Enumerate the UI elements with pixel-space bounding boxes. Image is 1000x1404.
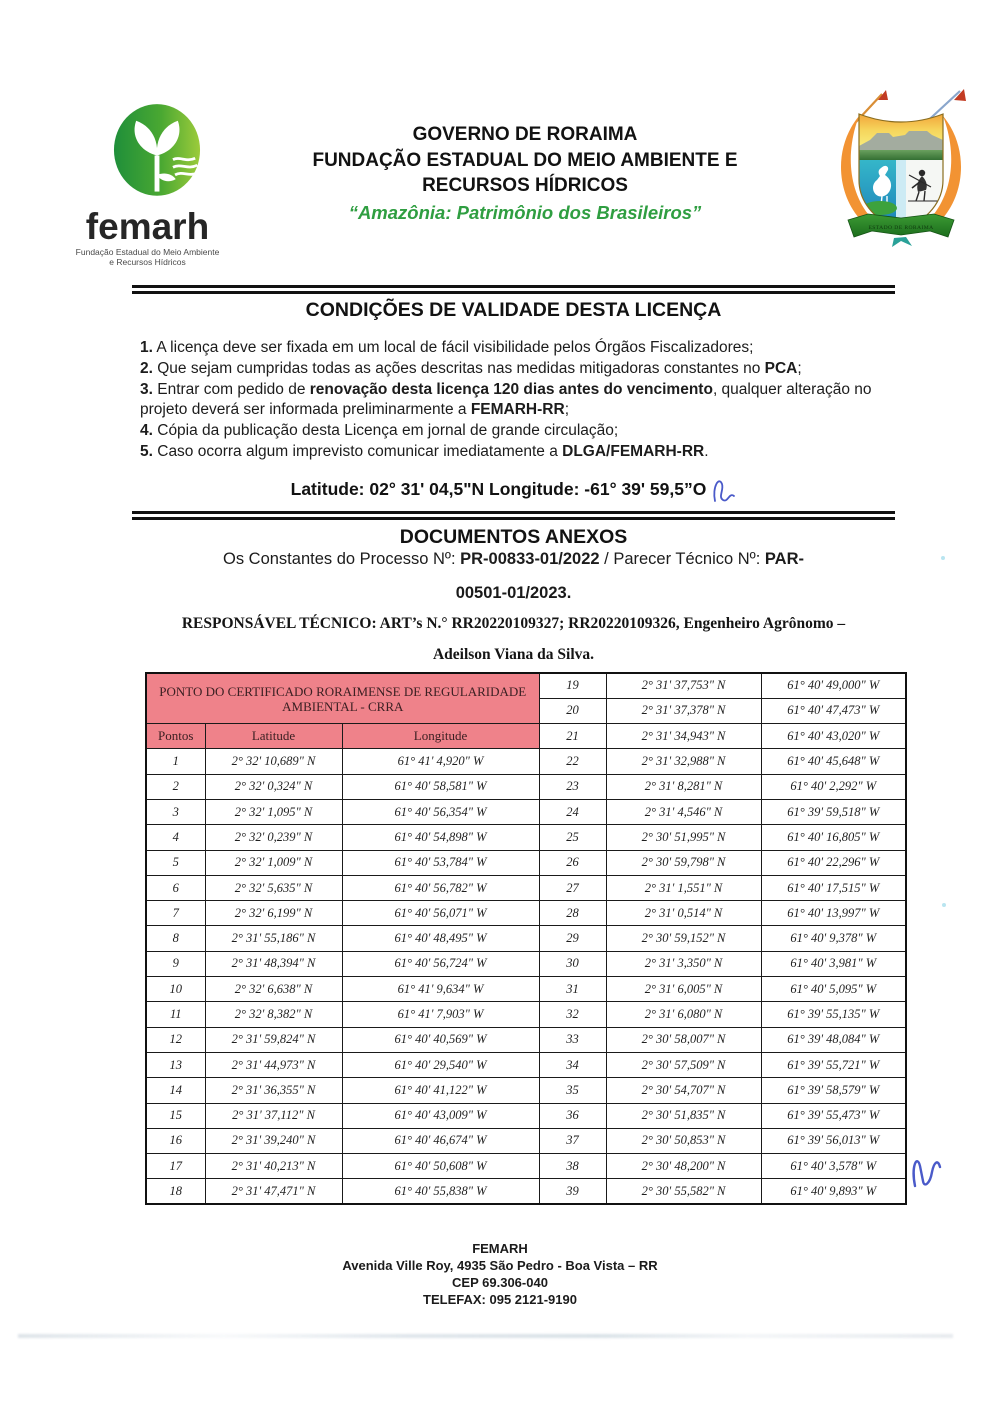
cell-longitude: 61° 40' 22,296" W [761, 850, 906, 875]
letterhead-title [225, 122, 825, 224]
gov-title-line2: FUNDAÇÃO ESTADUAL DO MEIO AMBIENTE E [312, 149, 738, 171]
footer-line1: FEMARH [472, 1241, 528, 1256]
condition-item-1: 1. A licença deve ser fixada em um local de fácil visibilidade pelos Órgãos Fiscalizadores; [140, 339, 754, 356]
cell-ponto: 11 [146, 1002, 205, 1027]
logo-wordmark: femarh [85, 206, 210, 247]
cell-latitude: 2° 30' 59,152" N [606, 926, 761, 951]
cell-longitude: 61° 40' 55,838" W [342, 1179, 539, 1204]
table-row [146, 901, 906, 926]
cell-ponto: 26 [539, 850, 606, 875]
cell-longitude: 61° 39' 48,084" W [761, 1027, 906, 1052]
coordinates-line: Latitude: 02° 31' 04,5"N Longitude: -61° 39' 59,5”O [132, 473, 895, 505]
cell-latitude: 2° 31' 6,005" N [606, 977, 761, 1002]
table-row [146, 875, 906, 900]
cell-ponto: 3 [146, 799, 205, 824]
cell-longitude: 61° 40' 58,581" W [342, 774, 539, 799]
cell-latitude: 2° 31' 37,112" N [205, 1103, 342, 1128]
cell-ponto: 6 [146, 875, 205, 900]
table-row [146, 926, 906, 951]
cell-latitude: 2° 30' 54,707" N [606, 1078, 761, 1103]
annex-title: DOCUMENTOS ANEXOS [399, 526, 628, 548]
cell-longitude: 61° 40' 2,292" W [761, 774, 906, 799]
cell-ponto: 29 [539, 926, 606, 951]
cell-longitude: 61° 40' 29,540" W [342, 1052, 539, 1077]
cell-longitude: 61° 40' 9,378" W [761, 926, 906, 951]
scan-speck [941, 556, 945, 560]
gov-title-line1: GOVERNO DE RORAIMA [412, 124, 638, 145]
table-row [146, 673, 906, 698]
cell-longitude: 61° 40' 43,009" W [342, 1103, 539, 1128]
cell-longitude: 61° 40' 13,997" W [761, 901, 906, 926]
cell-latitude: 2° 32' 1,009" N [205, 850, 342, 875]
cell-longitude: 61° 41' 7,903" W [342, 1002, 539, 1027]
table-row [146, 977, 906, 1002]
cell-ponto: 15 [146, 1103, 205, 1128]
cell-latitude: 2° 30' 55,582" N [606, 1179, 761, 1204]
table-row [146, 951, 906, 976]
cell-longitude: 61° 39' 55,135" W [761, 1002, 906, 1027]
cell-longitude: 61° 40' 17,515" W [761, 875, 906, 900]
table-row [146, 1002, 906, 1027]
cell-ponto: 21 [539, 724, 606, 749]
conditions-list [140, 338, 897, 463]
cell-longitude: 61° 40' 46,674" W [342, 1128, 539, 1153]
crra-table [145, 672, 907, 1205]
cell-longitude: 61° 40' 3,578" W [761, 1154, 906, 1179]
cell-longitude: 61° 40' 53,784" W [342, 850, 539, 875]
cell-ponto: 1 [146, 749, 205, 774]
cell-ponto: 8 [146, 926, 205, 951]
cell-longitude: 61° 40' 48,495" W [342, 926, 539, 951]
cell-ponto: 20 [539, 698, 606, 723]
cell-latitude: 2° 32' 8,382" N [205, 1002, 342, 1027]
table-row [146, 1154, 906, 1179]
cell-ponto: 36 [539, 1103, 606, 1128]
cell-latitude: 2° 32' 6,638" N [205, 977, 342, 1002]
column-header-latitude: Latitude [205, 724, 342, 749]
double-rule-mid [132, 511, 895, 520]
table-row [146, 1052, 906, 1077]
footer-line4: TELEFAX: 095 2121-9190 [423, 1292, 577, 1307]
crra-table-wrap [145, 672, 907, 1205]
column-header-pontos: Pontos [146, 724, 205, 749]
cell-ponto: 25 [539, 825, 606, 850]
footer-address [0, 1240, 1000, 1308]
condition-item-5: 5. Caso ocorra algum imprevisto comunicar imediatamente a DLGA/FEMARH-RR. [140, 442, 709, 460]
cell-latitude: 2° 31' 59,824" N [205, 1027, 342, 1052]
cell-latitude: 2° 31' 48,394" N [205, 951, 342, 976]
cell-ponto: 19 [539, 673, 606, 698]
cell-ponto: 2 [146, 774, 205, 799]
cell-ponto: 27 [539, 875, 606, 900]
cell-longitude: 61° 40' 5,095" W [761, 977, 906, 1002]
table-row [146, 1128, 906, 1153]
cell-latitude: 2° 30' 51,995" N [606, 825, 761, 850]
cell-ponto: 30 [539, 951, 606, 976]
cell-ponto: 38 [539, 1154, 606, 1179]
table-row [146, 774, 906, 799]
cell-ponto: 32 [539, 1002, 606, 1027]
cell-latitude: 2° 31' 47,471" N [205, 1179, 342, 1204]
cell-latitude: 2° 31' 4,546" N [606, 799, 761, 824]
cell-ponto: 9 [146, 951, 205, 976]
cell-longitude: 61° 40' 47,473" W [761, 698, 906, 723]
table-row [146, 724, 906, 749]
cell-longitude: 61° 39' 55,473" W [761, 1103, 906, 1128]
cell-latitude: 2° 31' 34,943" N [606, 724, 761, 749]
cell-longitude: 61° 40' 56,071" W [342, 901, 539, 926]
cell-ponto: 18 [146, 1179, 205, 1204]
scan-speck [942, 903, 946, 907]
footer-line3: CEP 69.306-040 [452, 1275, 548, 1290]
cell-ponto: 23 [539, 774, 606, 799]
cell-longitude: 61° 41' 9,634" W [342, 977, 539, 1002]
cell-latitude: 2° 31' 8,281" N [606, 774, 761, 799]
cell-latitude: 2° 31' 37,378" N [606, 698, 761, 723]
cell-longitude: 61° 40' 56,724" W [342, 951, 539, 976]
cell-ponto: 24 [539, 799, 606, 824]
cell-latitude: 2° 30' 57,509" N [606, 1052, 761, 1077]
cell-ponto: 22 [539, 749, 606, 774]
cell-ponto: 33 [539, 1027, 606, 1052]
cell-latitude: 2° 30' 51,835" N [606, 1103, 761, 1128]
conditions-title: CONDIÇÕES DE VALIDADE DESTA LICENÇA [305, 299, 722, 321]
logo-caption-line2: e Recursos Hídricos [109, 257, 186, 267]
cell-longitude: 61° 40' 16,805" W [761, 825, 906, 850]
table-row [146, 850, 906, 875]
annex-process-line: Os Constantes do Processo Nº: PR-00833-01/2022 / Parecer Técnico Nº: PAR- [223, 550, 804, 568]
cell-longitude: 61° 40' 56,354" W [342, 799, 539, 824]
cell-ponto: 39 [539, 1179, 606, 1204]
cell-longitude: 61° 39' 58,579" W [761, 1078, 906, 1103]
cell-ponto: 14 [146, 1078, 205, 1103]
table-row [146, 1027, 906, 1052]
table-row [146, 749, 906, 774]
crest-banner-text: ESTADO DE RORAIMA [868, 225, 934, 231]
cell-longitude: 61° 40' 54,898" W [342, 825, 539, 850]
cell-latitude: 2° 32' 6,199" N [205, 901, 342, 926]
responsible-line2: Adeilson Viana da Silva. [432, 646, 595, 663]
table-row [146, 825, 906, 850]
cell-latitude: 2° 31' 3,350" N [606, 951, 761, 976]
cell-longitude: 61° 39' 59,518" W [761, 799, 906, 824]
cell-longitude: 61° 39' 55,721" W [761, 1052, 906, 1077]
cell-ponto: 31 [539, 977, 606, 1002]
footer-line2: Avenida Ville Roy, 4935 São Pedro - Boa Vista – RR [342, 1258, 658, 1273]
cell-ponto: 5 [146, 850, 205, 875]
cell-ponto: 28 [539, 901, 606, 926]
cell-longitude: 61° 40' 3,981" W [761, 951, 906, 976]
cell-latitude: 2° 30' 58,007" N [606, 1027, 761, 1052]
cell-ponto: 10 [146, 977, 205, 1002]
cell-latitude: 2° 32' 10,689" N [205, 749, 342, 774]
condition-item-3: 3. Entrar com pedido de renovação desta licença 120 dias antes do vencimento, qualquer alteração no projeto deverá ser informada preliminarmente a FEMARH-RR; [140, 380, 872, 419]
cell-latitude: 2° 31' 36,355" N [205, 1078, 342, 1103]
cell-longitude: 61° 40' 50,608" W [342, 1154, 539, 1179]
scan-artifact-line [18, 1334, 953, 1338]
cell-ponto: 7 [146, 901, 205, 926]
cell-longitude: 61° 41' 4,920" W [342, 749, 539, 774]
logo-caption-line1: Fundação Estadual do Meio Ambiente [75, 247, 220, 257]
roraima-coat-of-arms-icon [826, 88, 976, 248]
cell-ponto: 4 [146, 825, 205, 850]
pen-squiggle-icon [710, 473, 736, 505]
table-merged-header: PONTO DO CERTIFICADO RORAIMENSE DE REGULARIDADE AMBIENTAL - CRRA [146, 673, 539, 724]
condition-item-4: 4. Cópia da publicação desta Licença em jornal de grande circulação; [140, 422, 619, 440]
cell-ponto: 12 [146, 1027, 205, 1052]
table-row [146, 799, 906, 824]
cell-latitude: 2° 32' 1,095" N [205, 799, 342, 824]
table-row [146, 1078, 906, 1103]
gov-title-line3: RECURSOS HÍDRICOS [422, 175, 628, 196]
cell-ponto: 37 [539, 1128, 606, 1153]
condition-item-2: 2. Que sejam cumpridas todas as ações descritas nas medidas mitigadoras constantes no PCA; [140, 359, 802, 377]
cell-latitude: 2° 31' 37,753" N [606, 673, 761, 698]
cell-latitude: 2° 32' 5,635" N [205, 875, 342, 900]
cell-longitude: 61° 39' 56,013" W [761, 1128, 906, 1153]
cell-ponto: 17 [146, 1154, 205, 1179]
femarh-logo [60, 96, 235, 267]
cell-latitude: 2° 32' 0,239" N [205, 825, 342, 850]
cell-longitude: 61° 40' 9,893" W [761, 1179, 906, 1204]
cell-latitude: 2° 30' 59,798" N [606, 850, 761, 875]
table-row [146, 1103, 906, 1128]
cell-latitude: 2° 31' 32,988" N [606, 749, 761, 774]
cell-ponto: 16 [146, 1128, 205, 1153]
cell-latitude: 2° 31' 40,213" N [205, 1154, 342, 1179]
cell-ponto: 35 [539, 1078, 606, 1103]
cell-latitude: 2° 31' 1,551" N [606, 875, 761, 900]
table-row [146, 1179, 906, 1204]
cell-longitude: 61° 40' 43,020" W [761, 724, 906, 749]
slogan: “Amazônia: Patrimônio dos Brasileiros” [348, 201, 702, 223]
cell-latitude: 2° 31' 55,186" N [205, 926, 342, 951]
cell-ponto: 13 [146, 1052, 205, 1077]
cell-longitude: 61° 40' 49,000" W [761, 673, 906, 698]
cell-ponto: 34 [539, 1052, 606, 1077]
double-rule-top [132, 285, 895, 294]
column-header-longitude: Longitude [342, 724, 539, 749]
cell-latitude: 2° 30' 50,853" N [606, 1128, 761, 1153]
responsible-line1: RESPONSÁVEL TÉCNICO: ART’s N.° RR20220109327; RR20220109326, Engenheiro Agrônomo – [181, 615, 846, 632]
cell-longitude: 61° 40' 56,782" W [342, 875, 539, 900]
cell-longitude: 61° 40' 41,122" W [342, 1078, 539, 1103]
cell-latitude: 2° 31' 39,240" N [205, 1128, 342, 1153]
cell-latitude: 2° 31' 6,080" N [606, 1002, 761, 1027]
femarh-leaf-icon [98, 96, 216, 208]
cell-latitude: 2° 30' 48,200" N [606, 1154, 761, 1179]
cell-latitude: 2° 31' 44,973" N [205, 1052, 342, 1077]
pen-initial-icon [908, 1138, 946, 1196]
cell-latitude: 2° 32' 0,324" N [205, 774, 342, 799]
cell-longitude: 61° 40' 40,569" W [342, 1027, 539, 1052]
annex-parecer-number: 00501-01/2023. [455, 584, 572, 602]
cell-latitude: 2° 31' 0,514" N [606, 901, 761, 926]
cell-longitude: 61° 40' 45,648" W [761, 749, 906, 774]
